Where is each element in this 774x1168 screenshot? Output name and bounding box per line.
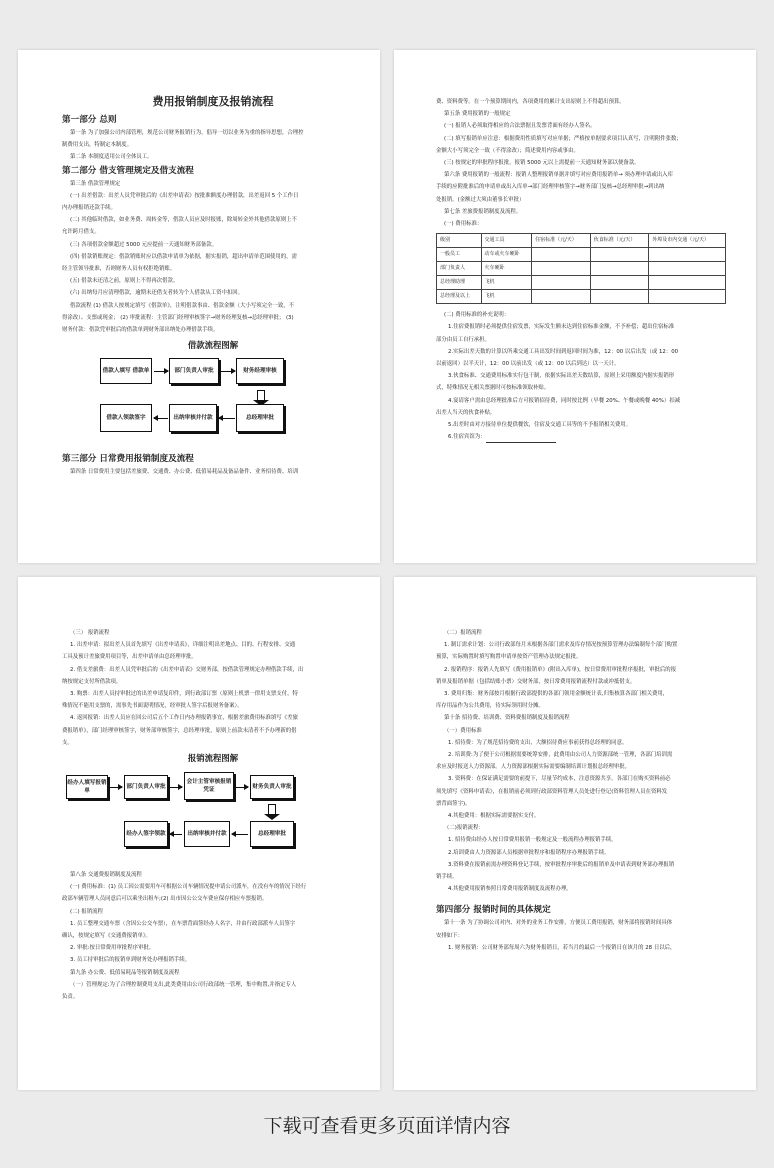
paragraph: 1. 招待费：为了规范招待费的支出，大额招待费应事前获得总经理的同意。: [448, 739, 628, 746]
paragraph: (四) 借款销账规定：借款销账时应以借款申请单为依据，据实报销，超出申请单范围使用的，需: [70, 253, 297, 260]
paragraph: (一) 费用标准：: [444, 221, 483, 228]
table-cell: 住宿标准（元/天）: [532, 234, 591, 248]
paragraph: 费、资料费等。在一个预算期间内，各项费用的累计支出原则上不得超出预算。: [436, 99, 625, 105]
paragraph: 负责。: [62, 994, 79, 1001]
table-cell: [590, 290, 649, 304]
paragraph: （二)报销流程：: [444, 825, 484, 832]
paragraph: 内办理报销还款手续。: [62, 205, 116, 212]
paragraph: 允许跨月借支。: [62, 229, 100, 236]
flow-arrow: [154, 418, 168, 419]
flowchart-title: 报销流程图解: [187, 753, 239, 764]
paragraph: 式，特殊情况无相关票据时可按标准领取补贴。: [436, 385, 550, 392]
table-cell: [649, 262, 726, 276]
paragraph: 2. 报销程序：报销人先填写《费用报销单》(附出入库单)，按日常费用审批程序报批，审批后的报: [444, 666, 677, 673]
paragraph: 1. 招待费由经办人按日常费用报销一般规定及一般流程办理报销手续。: [448, 837, 617, 844]
paragraph: 1. 出差申请：拟出差人员首先填写《出差申请表》，详细注明出差地点、目的、行程安排、交通: [70, 642, 296, 649]
paragraph: 4.宴请客户需由总经理批准后方可报销招待费，同时按比例（早餐 20%、午餐或晚餐 40%）扣减: [448, 397, 680, 404]
paragraph: 安排如下：: [436, 932, 463, 939]
flow-step-dept: 部门负责人审批: [124, 775, 168, 799]
document-page-4: [394, 577, 756, 1090]
paragraph: 3. 购票：出差人员持审批过的出差申请复印件，到行政部订票（原则上机票一律用支票支付，特: [70, 691, 298, 698]
table-cell: [532, 248, 591, 262]
paragraph: 4.其他费用：根据实际需要据实支付。: [448, 813, 540, 820]
table-cell: 交通工具: [481, 234, 532, 248]
document-page-2: [394, 50, 756, 563]
download-prompt-text: 下载可查看更多页面详情内容: [263, 1115, 511, 1137]
document-page-1: [18, 50, 380, 563]
table-cell: 飞机: [481, 290, 532, 304]
table-header-row: [437, 234, 726, 248]
paragraph: 1. 财务报销：公司财务部每周六为财务报销日，若当月的最后一个报销日在该月的 28 日以后，: [448, 944, 676, 951]
paragraph: 2.实际出差天数的计算以所乘交通工具出发时间到返回时间为准，12：00 以后出发（或 12：00: [448, 348, 679, 355]
table-cell: 一般员工: [437, 248, 482, 262]
table-row: [437, 262, 726, 276]
table-cell: [590, 262, 649, 276]
paragraph: 制费用支出，特制定本制度。: [62, 142, 133, 149]
flow-step-finance: 财务负责人审批: [250, 775, 294, 799]
paragraph: 处报销。(金额过大须由董事长审批）: [436, 196, 525, 203]
flow-arrow-down: [257, 390, 265, 400]
paragraph: 第二条 本制度适用公司全体员工。: [70, 154, 153, 161]
paragraph: (五) 借款未还清之前，原则上不得再次借款。: [70, 278, 179, 285]
flow-arrow: [170, 834, 182, 835]
paragraph: (三) 按规定的审批程序报批。报销 5000 元以上需提前一天通知财务部以便备款。: [444, 160, 640, 167]
flowchart-title: 借款流程图解: [187, 340, 239, 351]
table-cell: [590, 276, 649, 290]
section-heading: 第一部分 总则: [62, 115, 117, 125]
flow-step-gm: 总经理审批: [236, 404, 284, 432]
section-heading: 第二部分 借支管理规定及借支流程: [62, 165, 194, 176]
table-row: [437, 248, 726, 262]
page-title: 费用报销制度及报销流程: [152, 95, 274, 108]
paragraph: 4. 返回报销：出差人员应在回公司后五个工作日内办理报销事宜，根据差旅费用标准填写《差旅: [70, 715, 298, 722]
table-cell: [532, 290, 591, 304]
flow-step-cashier: 出纳审核并付款: [169, 404, 217, 432]
flow-step-apply: 借款人填写 借款单: [100, 358, 152, 384]
paragraph: 票背面签字)。: [436, 800, 471, 807]
paragraph: 第九条 办公费、低值易耗品等报销制度及流程: [70, 969, 180, 976]
table-cell: 外埠及市内交通（元/天）: [649, 234, 726, 248]
flow-arrow: [110, 787, 122, 788]
paragraph: 3. 费用归集：财务部按月根据行政部提供的各部门领用金额统计表,归集核算各部门相关费用，: [444, 691, 669, 698]
paragraph: 求应及时报送人力资源部。人力资源部根据实际需要编制培训计划报总经理审批。: [436, 764, 631, 771]
paragraph: (一) 出差借款：出差人员凭审批后的《出差申请表》按批准额度办理借款，出差返回 5 个工作日: [70, 192, 299, 199]
paragraph: 金额大小写须完全一致（不得涂改）；简述费用内容或事由。: [436, 147, 579, 154]
paragraph: 库存用品作为公共费用，待实际领用时分摊。: [436, 703, 544, 710]
paragraph: 第一条 为了加强公司内部管理，规范公司财务报销行为，倡导一切以业务为重的指导思想，合理控: [70, 130, 304, 136]
flow-arrow: [236, 787, 248, 788]
flow-step-cashier: 出纳审核并付款: [184, 821, 230, 847]
paragraph: 销手续。: [436, 874, 458, 881]
document-page-3: [18, 577, 380, 1090]
flow-step-finance: 财务经理审核: [236, 358, 284, 384]
reimbursement-flowchart: [62, 769, 364, 861]
paragraph: 4.其他费用报销参照日常费用报销制度及流程办理。: [448, 886, 572, 893]
table-cell: 总经理及以上: [437, 290, 482, 304]
flow-step-gm: 总经理审批: [250, 821, 294, 847]
paragraph: 3.资料费在报销前需办理资料登记手续，按审批程序审批后的报销单及申请表到财务部办理报销: [448, 861, 675, 868]
paragraph: 殊情况不能用支票的，需事先书面说明情况，经审批人签字后报财务备案）。: [62, 703, 243, 710]
paragraph: 第五条 费用报销的一般规定: [444, 111, 511, 118]
paragraph: 费报销单》，部门经理审核签字，财务部审核签字，总经理审批，原则上前款未清者不予办理新的借: [62, 727, 297, 734]
paragraph: (二) 填写报销单应注意：根据费用性质填写对应单据；严格按单据要求项目认真写，注明附件张数；: [444, 135, 682, 142]
paragraph: 确认，按规定填写《交通费报销单》。: [62, 933, 151, 940]
paragraph: 借款流程 (1) 借款人按规定填写《借款单》，注明借款事由、借款金额（大小写须完全一致，不: [70, 302, 294, 309]
loan-flowchart: [62, 356, 364, 444]
paragraph: 须先填写《资料申请表》，在报销前必须到行政部资料管理人员处进行登记(资料管理人员在资料发: [436, 788, 668, 795]
flow-arrow-down: [268, 804, 276, 814]
paragraph: （二）报销流程: [444, 630, 482, 636]
paragraph: 2.培训费由人力资源部人员根据审批程序和报销程序办理报销手续。: [448, 849, 610, 856]
table-cell: 级别: [437, 234, 482, 248]
paragraph: 得涂改）、支票或现金； (2) 审批流程：主管部门经理审核签字→财务经理复核→总经理审批； (3): [62, 314, 294, 321]
flow-arrow: [170, 787, 182, 788]
paragraph: 出差人当天的伙食补贴。: [436, 409, 496, 416]
paragraph: 预算，实际购置时填写购置申请单按资产管理办法规定报批。: [436, 654, 582, 661]
table-cell: [649, 248, 726, 262]
expense-standard-table: [436, 233, 726, 304]
table-cell: [649, 276, 726, 290]
table-cell: 总经理助理: [437, 276, 482, 290]
table-cell: 伙食标准（元/天）: [590, 234, 649, 248]
flow-arrow: [221, 371, 235, 372]
table-cell: [649, 290, 726, 304]
paragraph: 第八条 交通费报销制度及流程: [70, 872, 142, 879]
table-cell: [590, 248, 649, 262]
paragraph: 第十条 招待费、培训费、资料费报销制度及报销流程: [444, 715, 570, 722]
table-row: [437, 290, 726, 304]
paragraph: 1. 制订需求计划：公司行政部每月末根据各部门需求及库存情况按预算管理办法编制每个部门购置: [444, 642, 678, 649]
paragraph: 销单及报销单据（包括结账小票）交财务部，按日常费用报销流程付款或冲抵借支。: [436, 678, 636, 685]
paragraph: 5.出差时由对方接待单位提供餐饮，住宿及交通工具等的不予报销相关费用。: [448, 422, 632, 429]
flow-step-accountant: 会计主管审核报销凭证: [184, 772, 234, 800]
hotel-label: 6.住宿宾馆为：: [448, 434, 486, 441]
paragraph: 经主管领导批准，否则财务人员有权拒绝销账。: [62, 266, 176, 273]
table-cell: [532, 262, 591, 276]
paragraph: 支。: [62, 739, 73, 746]
table-cell: 部门负责人: [437, 262, 482, 276]
paragraph: 2. 审批:按日常费用审批程序审批。: [70, 945, 155, 952]
paragraph: 第七条 差旅费报销制度及流程。: [444, 208, 522, 215]
paragraph: [436, 431, 738, 443]
paragraph: 第四条 日常费用主要包括差旅费、交通费、办公费、低值易耗品及备品备件、业务招待费、培训: [70, 469, 299, 476]
paragraph: 手续的应附批准后的申请单或出入库单→部门经理审核签字→财务部门复核→总经理审批→到出纳: [436, 184, 665, 191]
paragraph: (一) 报销人必须取得相应的合法票据且发票背面有经办人签名。: [444, 123, 596, 130]
flow-arrow: [154, 371, 168, 372]
section-heading: 第三部分 日常费用报销制度及流程: [62, 454, 194, 465]
paragraph: （三） 报销流程: [70, 630, 110, 636]
table-cell: 火车硬卧: [481, 262, 532, 276]
paragraph: (六) 出纳每月应清理借款，逾期未还借支者转为个人借款从工资中扣回。: [70, 290, 244, 297]
flow-step-receive: 经办人签字领款: [124, 821, 168, 847]
paragraph: 2. 培训费:为了便于公司根据需要统筹安排，此费用由公司人力资源部统一管理，各部门培训需: [448, 752, 673, 759]
paragraph: （一）管理规定:为了合理控制费用支出,此类费用由公司行政部统一管理，集中购置,并指定专人: [70, 981, 297, 988]
paragraph: 纳按规定支付所借款项。: [62, 678, 122, 685]
paragraph: 第三条 借款管理规定: [70, 180, 121, 187]
section-heading: 第四部分 报销时间的具体规定: [436, 905, 551, 916]
paragraph: 1. 员工整理交通车票（含因公公交车票），在车票背面签经办人名字，并由行政部派车人员签字: [70, 920, 296, 927]
paragraph: 1.住宿费报销时必须提供住宿发票，实际发生额未达到住宿标准金额，不予补偿；超出住宿标准: [448, 324, 675, 331]
flow-step-fill: 经办人填写报销单: [66, 775, 108, 799]
paragraph: 第十一条 为了协调公司对内、对外的业务工作安排，方便员工费用报销，财务部将报销时间具体: [444, 920, 673, 927]
paragraph: 3. 资料费：在保证满足需要的前提下，尽量节约成本，注意资源共享。各部门在购买资料前必: [448, 776, 671, 783]
paragraph: （一）费用标准: [444, 727, 482, 734]
paragraph: 2. 借支差旅费：出差人员凭审批后的《出差申请表》交财务部，按借款管理规定办理借款手续，出: [70, 666, 304, 673]
table-cell: 动车或火车硬卧: [481, 248, 532, 262]
paragraph: (三) 各项借款金额超过 5000 元应提前一天通知财务部备款。: [70, 241, 218, 248]
paragraph: 以前返回）以半天计，12：00 以前出发（或 12：00 以后到达）以一天计。: [436, 361, 620, 368]
paragraph: (二) 报销流程: [70, 908, 103, 915]
table-cell: 飞机: [481, 276, 532, 290]
flow-arrow: [232, 834, 248, 835]
table-cell: [532, 276, 591, 290]
paragraph: (一) 费用标准：(1) 员工因公需要用车可根据公司车辆情况提申请公司派车，在没有车的情况下经行: [70, 884, 307, 891]
paragraph: 3. 员工持审批后的报销单到财务处办理报销手续。: [70, 957, 191, 964]
paragraph: 第六条 费用报销的一般流程：报销人整理报销单据并填写对应费用报销单→ 须办理申请或出入库: [444, 172, 673, 179]
paragraph: 3.伙食标准、交通费用标准实行包干制，依据实际出差天数结算，原则上采用额度内据实报销形: [448, 373, 675, 380]
flow-arrow: [219, 418, 235, 419]
table-row: [437, 276, 726, 290]
paragraph: 财务付款：借款凭审批后的借款单到财务部出纳处办理借款手续。: [62, 327, 219, 334]
paragraph: 工具及预计差旅费用项目等，出差申请单由总经理审批。: [62, 654, 197, 661]
paragraph: 政部车辆管理人员同意后可以乘坐出租车;(2) 出市因公公交车费应保存相应车票报销。: [62, 896, 268, 903]
paragraph: 部分由员工自行承担。: [436, 336, 490, 343]
blank-line: [486, 437, 556, 443]
flow-step-dept: 部门负责人审批: [169, 358, 219, 384]
paragraph: (二) 费用标准的补充说明：: [444, 312, 510, 319]
paragraph: (二) 其他临时借款，如业务费、周转金等，借款人员应及时报账，除周转金外其他借款原则上不: [70, 217, 297, 224]
flow-step-receive: 借款人领款签字: [100, 404, 152, 432]
